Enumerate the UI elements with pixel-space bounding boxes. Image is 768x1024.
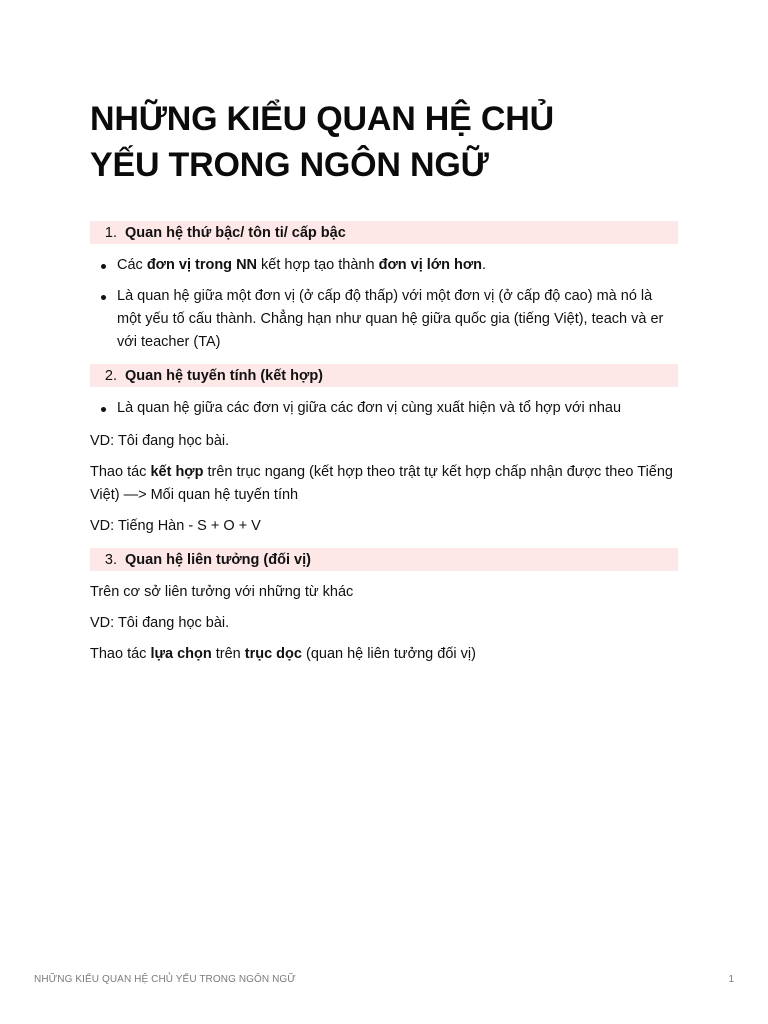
text-run: trên [211, 646, 245, 662]
paragraph [90, 461, 678, 507]
paragraph: VD: Tôi đang học bài. [90, 433, 230, 449]
bullet-list [90, 254, 678, 354]
text-run: Thao tác [90, 646, 151, 662]
text-run: . [482, 257, 487, 273]
section-number: 2. [104, 367, 117, 384]
section-number: 1. [104, 224, 117, 241]
bold-text: đơn vị lớn hơn [378, 257, 483, 273]
text-run: kết hợp tạo thành [257, 257, 379, 273]
footer-running-title: NHỮNG KIỂU QUAN HỆ CHỦ YẾU TRONG NGÔN NGỮ [34, 974, 296, 985]
paragraph: VD: Tôi đang học bài. [90, 615, 230, 631]
bold-text: đơn vị trong NN [146, 257, 258, 273]
title-line-2: YẾU TRONG NGÔN NGỮ [90, 146, 489, 184]
list-item [90, 397, 678, 420]
list-item [90, 285, 678, 354]
bullet-icon [101, 264, 106, 269]
text-run: (quan hệ liên tưởng đối vị) [301, 646, 476, 662]
section-heading-2 [90, 364, 678, 387]
text-run: Là quan hệ giữa một đơn vị (ở cấp độ thấp) với một đơn vị (ở cấp độ cao) mà nó là một yếu tố cấu thành. Chẳng hạn như quan hệ giữa quốc gia (tiếng Việt), teach và er với teacher (TA) [117, 288, 664, 350]
document-body [90, 96, 678, 674]
text-run: Các [117, 257, 147, 273]
bold-text: lựa chọn [150, 646, 212, 662]
section-heading-1 [90, 221, 678, 244]
section-number: 3. [104, 551, 117, 568]
page-number: 1 [728, 974, 734, 985]
section-heading-text: Quan hệ liên tưởng (đối vị) [125, 551, 311, 568]
section-heading-text: Quan hệ tuyến tính (kết hợp) [125, 367, 324, 384]
paragraph: Trên cơ sở liên tưởng với những từ khác [90, 584, 354, 600]
paragraph: VD: Tiếng Hàn - S + O + V [90, 518, 261, 534]
list-item [90, 254, 678, 277]
bullet-icon [101, 407, 106, 412]
page-title [90, 96, 678, 188]
bold-text: kết hợp [150, 464, 204, 480]
bullet-list [90, 397, 678, 420]
text-run: trên trục ngang (kết hợp theo trật tự kết hợp chấp nhận được theo Tiếng Việt) —> Mối quan hệ tuyến tính [90, 464, 673, 503]
section-heading-3 [90, 548, 678, 571]
section-heading-text: Quan hệ thứ bậc/ tôn ti/ cấp bậc [125, 224, 346, 241]
bullet-icon [101, 295, 106, 300]
title-line-1: NHỮNG KIỂU QUAN HỆ CHỦ [90, 100, 554, 138]
text-run: Là quan hệ giữa các đơn vị giữa các đơn vị cùng xuất hiện và tổ hợp với nhau [117, 400, 622, 416]
bold-text: trục dọc [244, 646, 302, 662]
paragraph [90, 643, 678, 666]
text-run: Thao tác [90, 464, 151, 480]
